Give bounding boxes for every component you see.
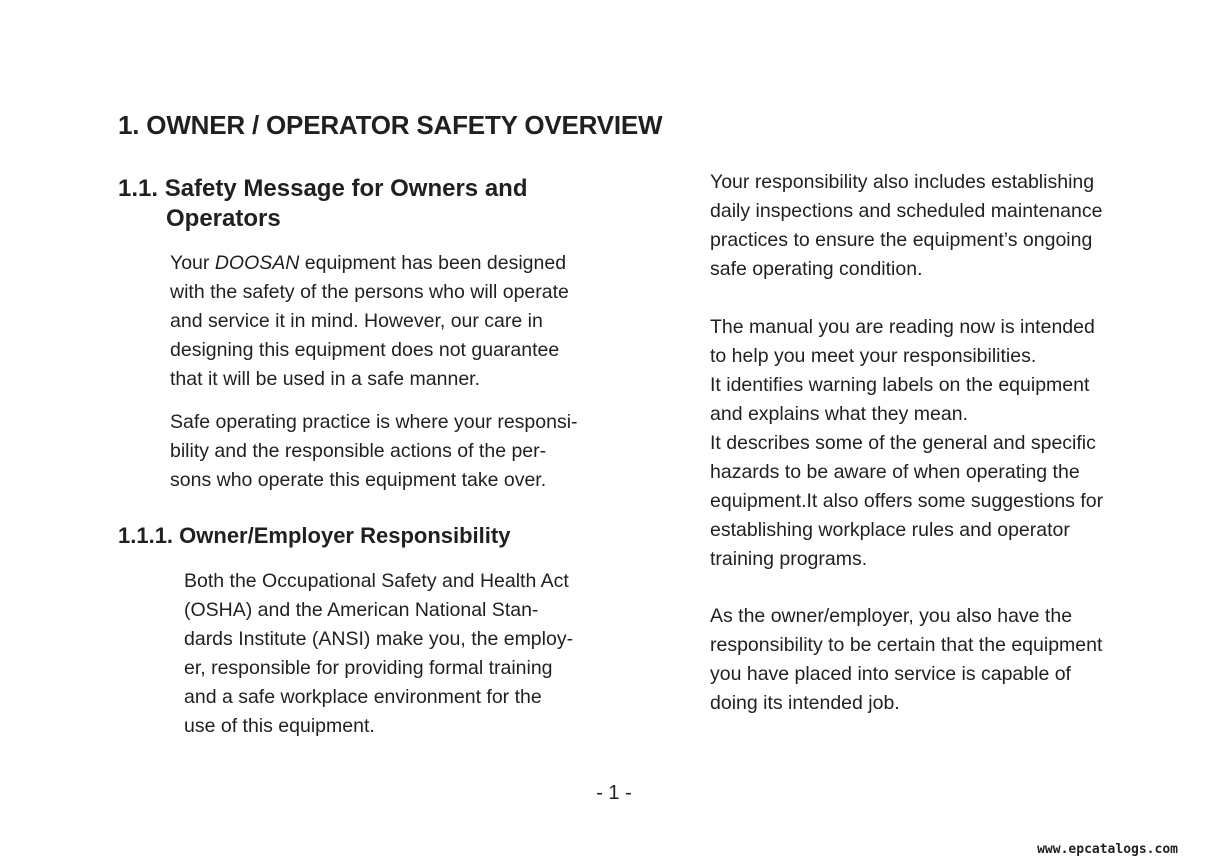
section-heading-line-2: Operators <box>166 205 281 232</box>
paragraph-line: you have placed into service is capable of <box>710 663 1071 685</box>
section-heading-line-1: 1.1. Safety Message for Owners and <box>118 175 528 202</box>
inspections-paragraph <box>710 168 1102 284</box>
paragraph-line: practices to ensure the equipment’s ongoing <box>710 229 1093 251</box>
paragraph-line: and a safe workplace environment for the <box>184 686 542 708</box>
paragraph-line: It describes some of the general and specific <box>710 432 1096 454</box>
paragraph-line: establishing workplace rules and operator <box>710 519 1070 541</box>
safe-practice-paragraph <box>170 408 578 495</box>
brand-name: DOOSAN <box>214 252 300 274</box>
paragraph-line: and explains what they mean. <box>710 403 968 425</box>
paragraph-line: sons who operate this equipment take over. <box>170 469 547 491</box>
paragraph-line: to help you meet your responsibilities. <box>710 345 1037 367</box>
osha-ansi-paragraph <box>184 567 573 741</box>
text-run: Your <box>170 252 215 274</box>
paragraph-line: that it will be used in a safe manner. <box>170 368 481 390</box>
paragraph-line: Your responsibility also includes establishing <box>710 171 1095 193</box>
paragraph-line: (OSHA) and the American National Stan- <box>184 599 539 621</box>
paragraph-line: bility and the responsible actions of the per- <box>170 440 547 462</box>
paragraph-line: responsibility to be certain that the equipment <box>710 634 1103 656</box>
paragraph-line: training programs. <box>710 548 868 570</box>
paragraph-line: As the owner/employer, you also have the <box>710 605 1073 627</box>
paragraph-line: and service it in mind. However, our care in <box>170 310 543 332</box>
paragraph-line: daily inspections and scheduled maintenance <box>710 200 1103 222</box>
paragraph-line: hazards to be aware of when operating the <box>710 461 1080 483</box>
paragraph-line: use of this equipment. <box>184 715 375 737</box>
paragraph-line: doing its intended job. <box>710 692 900 714</box>
safety-message-paragraph <box>170 249 569 394</box>
subsection-heading: 1.1.1. Owner/Employer Responsibility <box>118 523 511 548</box>
paragraph-line: Safe operating practice is where your responsi- <box>170 411 578 433</box>
page-number: - 1 - <box>596 782 632 804</box>
paragraph-line: dards Institute (ANSI) make you, the employ- <box>184 628 574 650</box>
paragraph-line: with the safety of the persons who will operate <box>170 281 569 303</box>
paragraph-line <box>170 249 569 278</box>
manual-purpose-paragraph <box>710 313 1103 574</box>
watermark: www.epcatalogs.com <box>1037 842 1178 857</box>
paragraph-line: equipment.It also offers some suggestions for <box>710 490 1104 512</box>
paragraph-line: er, responsible for providing formal training <box>184 657 553 679</box>
text-run: equipment has been designed <box>299 252 567 274</box>
paragraph-line: safe operating condition. <box>710 258 923 280</box>
paragraph-line: The manual you are reading now is intended <box>710 316 1095 338</box>
page-title: 1. OWNER / OPERATOR SAFETY OVERVIEW <box>118 110 663 140</box>
paragraph-line: designing this equipment does not guarantee <box>170 339 560 361</box>
owner-responsibility-paragraph <box>710 602 1102 718</box>
paragraph-line: Both the Occupational Safety and Health Act <box>184 570 569 592</box>
section-heading <box>118 174 528 234</box>
paragraph-line: It identifies warning labels on the equipment <box>710 374 1090 396</box>
